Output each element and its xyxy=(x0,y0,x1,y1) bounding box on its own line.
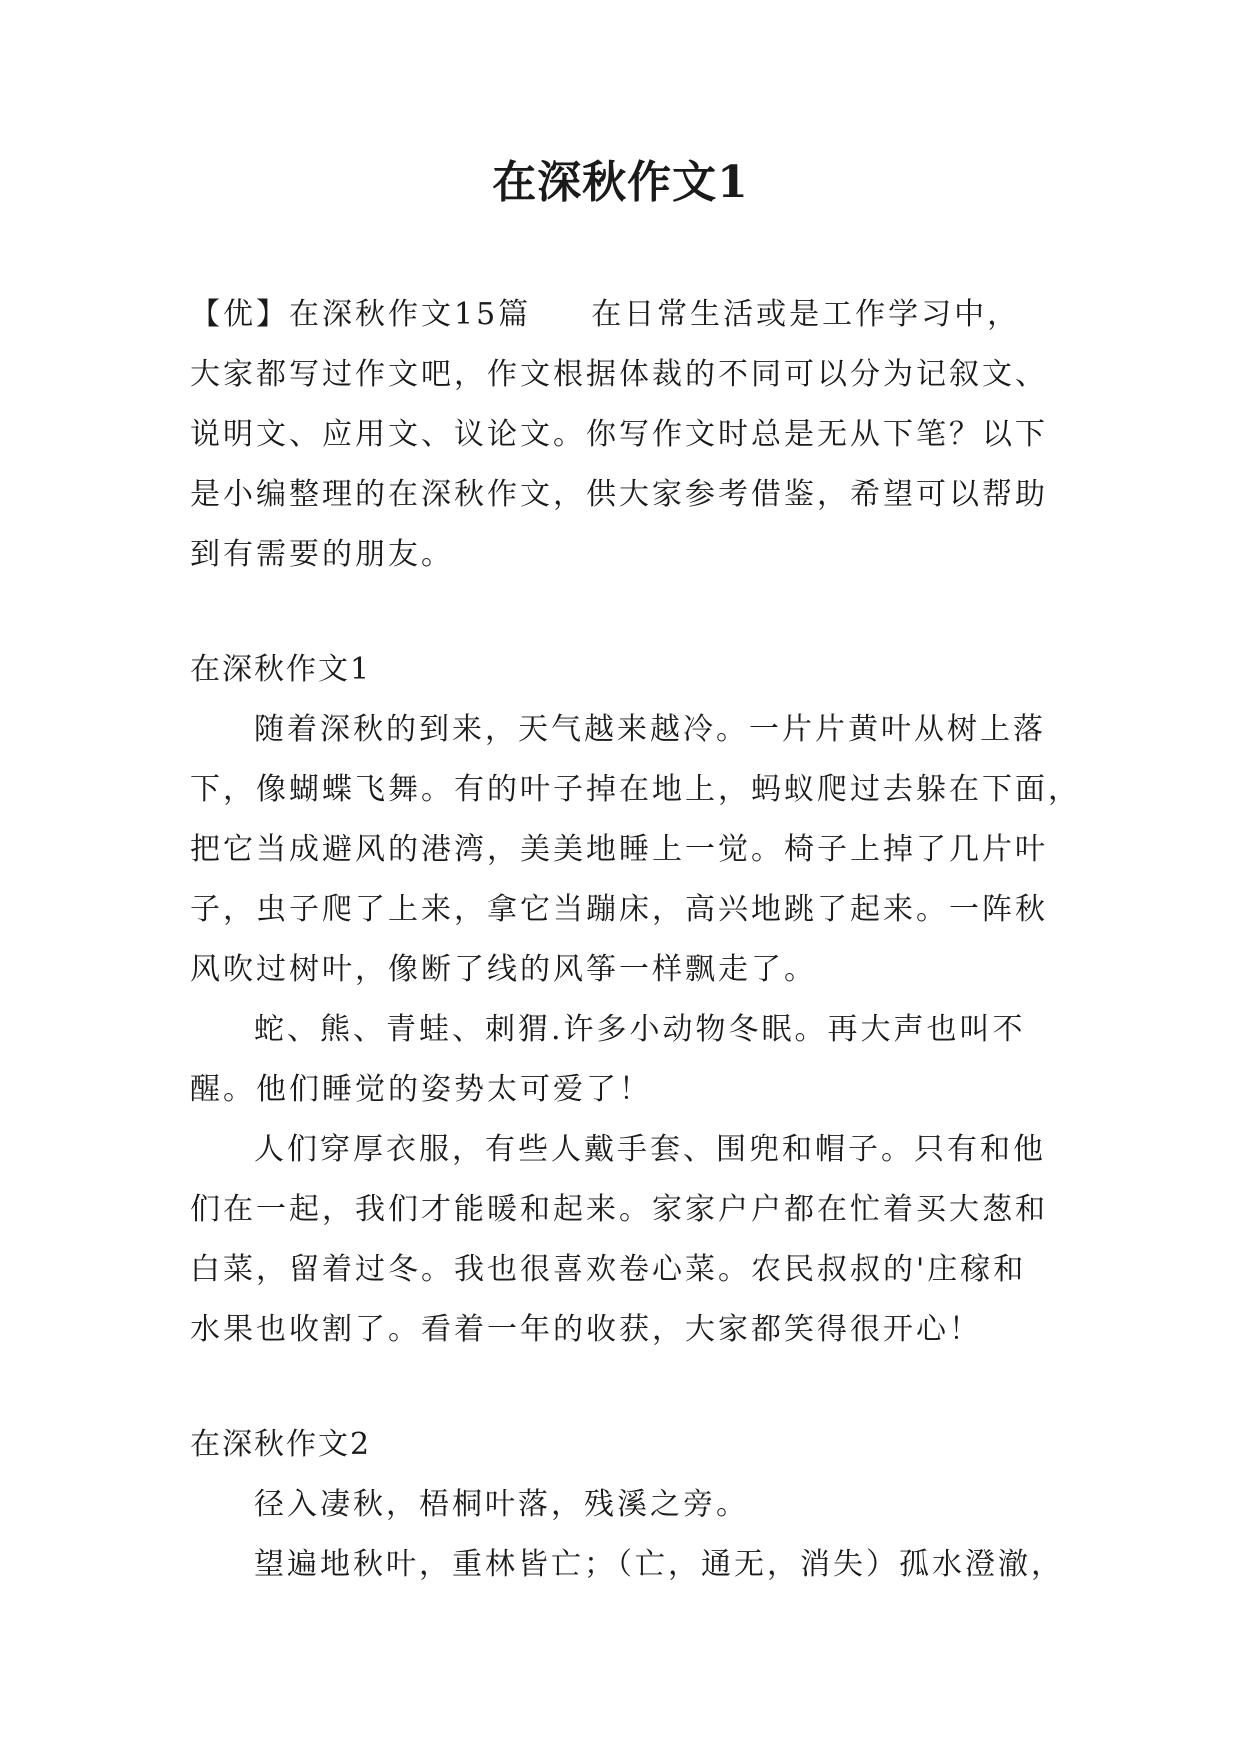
intro-line-1 xyxy=(190,285,1070,345)
essay-1-heading: 在深秋作文1 xyxy=(190,652,372,687)
essay-1-p1-line-5: 风吹过树叶，像断了线的风筝一样飘走了。 xyxy=(190,952,817,987)
essay-1-p1-line-1: 随着深秋的到来，天气越来越冷。一片片黄叶从树上落 xyxy=(254,712,1046,747)
intro-line-3: 说明文、应用文、议论文。你写作文时总是无从下笔？以下 xyxy=(190,417,1048,452)
essay-2-p2-line-1: 望遍地秋叶，重林皆亡；（亡，通无，消失）孤水澄澈， xyxy=(254,1547,1064,1582)
intro-line-1-rest: 在日常生活或是工作学习中， xyxy=(591,297,1021,332)
section-gap xyxy=(190,585,1070,640)
intro-line-4: 是小编整理的在深秋作文，供大家参考借鉴，希望可以帮助 xyxy=(190,477,1048,512)
essay-1-p1-line-2: 下，像蝴蝶飞舞。有的叶子掉在地上，蚂蚁爬过去躲在下面， xyxy=(190,772,1081,807)
essay-1-p1-line-3: 把它当成避风的港湾，美美地睡上一觉。椅子上掉了几片叶 xyxy=(190,832,1048,867)
section-gap xyxy=(190,1360,1070,1415)
document-body xyxy=(190,285,1081,1595)
intro-line-5: 到有需要的朋友。 xyxy=(190,537,454,572)
essay-1-p2-line-2: 醒。他们睡觉的姿势太可爱了！ xyxy=(190,1072,652,1107)
essay-1-p3-line-4: 水果也收割了。看着一年的收获，大家都笑得很开心！ xyxy=(190,1312,982,1347)
essay-1-p3-line-3: 白菜，留着过冬。我也很喜欢卷心菜。农民叔叔的'庄稼和 xyxy=(190,1252,1027,1287)
essay-1-p3-line-1: 人们穿厚衣服，有些人戴手套、围兜和帽子。只有和他 xyxy=(254,1132,1046,1167)
essay-1-p2-line-1: 蛇、熊、青蛙、刺猬.许多小动物冬眠。再大声也叫不 xyxy=(254,1012,1026,1047)
essay-2-heading: 在深秋作文2 xyxy=(190,1427,372,1462)
essay-1-p1-line-4: 子，虫子爬了上来，拿它当蹦床，高兴地跳了起来。一阵秋 xyxy=(190,892,1048,927)
document-title: 在深秋作文1 xyxy=(492,157,749,208)
essay-1-p3-line-2: 们在一起，我们才能暖和起来。家家户户都在忙着买大葱和 xyxy=(190,1192,1048,1227)
intro-lead: 【优】在深秋作文15篇 xyxy=(190,297,532,332)
intro-line-2: 大家都写过作文吧，作文根据体裁的不同可以分为记叙文、 xyxy=(190,357,1048,392)
essay-2-p1-line-1: 径入凄秋，梧桐叶落，残溪之旁。 xyxy=(254,1487,749,1522)
